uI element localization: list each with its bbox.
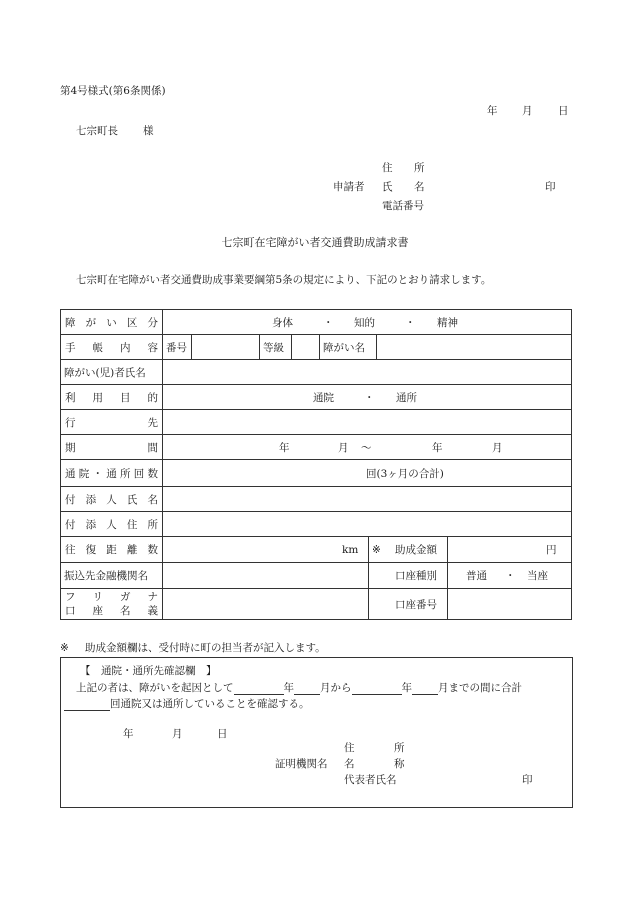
form-number: 第4号様式(第6条関係) [60, 85, 166, 97]
attendant-address-label: 付 添 人 住 所 [65, 518, 158, 531]
applicant-address-label-1: 住 [382, 162, 393, 174]
holder-name-label: 口 座 名 義 [65, 605, 158, 617]
institution-name-label-2: 称 [394, 758, 405, 770]
period-to-month: 月 [492, 441, 503, 454]
disability-option-mental: 精神 [437, 316, 458, 329]
confirmation-heading: 【 通院・通所先確認欄 】 [80, 665, 217, 677]
attendant-name-label: 付 添 人 氏 名 [65, 493, 158, 506]
applicant-phone-label: 電話番号 [382, 200, 424, 212]
representative-seal: 印 [522, 774, 533, 786]
handbook-grade-label: 等級 [263, 341, 284, 354]
amount-unit: 円 [546, 544, 557, 556]
person-name-label: 障がい(児)者氏名 [64, 366, 146, 379]
institution-address-label-1: 住 [344, 742, 355, 754]
account-type-ordinary: 普通 [466, 570, 487, 582]
account-type-sep: ・ [505, 570, 516, 582]
period-label: 期 間 [65, 441, 158, 454]
note-text: 助成金額欄は、受付時に町の担当者が記入します。 [85, 642, 326, 654]
period-from-month: 月 [338, 441, 349, 454]
handbook-number-label: 番号 [166, 341, 187, 354]
distance-label: 往 復 距 離 数 [65, 544, 158, 556]
institution-name-label-1: 名 [344, 758, 355, 770]
addressee: 七宗町長 [76, 125, 118, 137]
disability-option-physical: 身体 [272, 316, 293, 329]
confirmation-date-year: 年 [123, 728, 134, 740]
period-to-year: 年 [432, 441, 443, 454]
account-type-label: 口座種別 [395, 570, 437, 582]
date-day-label: 日 [558, 105, 569, 117]
institution-address-label-2: 所 [394, 742, 405, 754]
account-number-label: 口座番号 [395, 598, 437, 611]
applicant-name-label-2: 名 [414, 181, 425, 193]
applicant-seal: 印 [545, 181, 556, 193]
amount-note-mark: ※ [372, 543, 381, 556]
note-mark: ※ [60, 642, 69, 654]
visit-count-label: 通 院 ・ 通 所 回 数 [65, 467, 158, 480]
purpose-option-hospital: 通院 [313, 391, 334, 404]
handbook-disability-name-label: 障がい名 [323, 341, 365, 354]
applicant-name-label-1: 氏 [382, 181, 393, 193]
disability-option-sep-1: ・ [323, 316, 334, 329]
confirmation-date-day: 日 [217, 728, 228, 740]
confirmation-box [60, 657, 573, 808]
addressee-honorific: 様 [143, 125, 154, 137]
date-month-label: 月 [522, 105, 533, 117]
disability-class-label: 障 が い 区 分 [65, 316, 158, 329]
confirmation-date-month: 月 [172, 728, 183, 740]
disability-option-sep-2: ・ [405, 316, 416, 329]
visit-count-unit: 回(3ヶ月の合計) [366, 467, 444, 480]
confirmation-line-1: 上記の者は、障がいを起因として 年 月から 年 月までの間に合計 [76, 682, 522, 694]
applicant-role: 申請者 [333, 181, 365, 193]
purpose-option-sep: ・ [364, 391, 375, 404]
date-year-label: 年 [487, 105, 498, 117]
distance-unit: km [342, 543, 359, 556]
purpose-option-facility: 通所 [396, 391, 417, 404]
intro-text: 七宗町在宅障がい者交通費助成事業要綱第5条の規定により、下記のとおり請求します。 [76, 274, 492, 286]
institution-label: 証明機関名 [275, 758, 328, 770]
disability-option-intellectual: 知的 [354, 316, 375, 329]
destination-label: 行 先 [65, 416, 158, 429]
applicant-address-label-2: 所 [414, 162, 425, 174]
representative-label: 代表者氏名 [344, 774, 397, 786]
confirmation-line-2: 回通院又は通所していることを確認する。 [64, 697, 310, 711]
document-title: 七宗町在宅障がい者交通費助成請求書 [221, 236, 409, 249]
account-type-current: 当座 [527, 570, 548, 582]
bank-label: 振込先金融機関名 [64, 570, 148, 582]
handbook-label: 手 帳 内 容 [65, 341, 158, 354]
holder-furigana-label: フ リ ガ ナ [65, 590, 158, 603]
period-tilde: ～ [361, 441, 372, 454]
amount-label: 助成金額 [395, 544, 437, 556]
period-from-year: 年 [279, 441, 290, 454]
purpose-label: 利 用 目 的 [65, 391, 158, 404]
